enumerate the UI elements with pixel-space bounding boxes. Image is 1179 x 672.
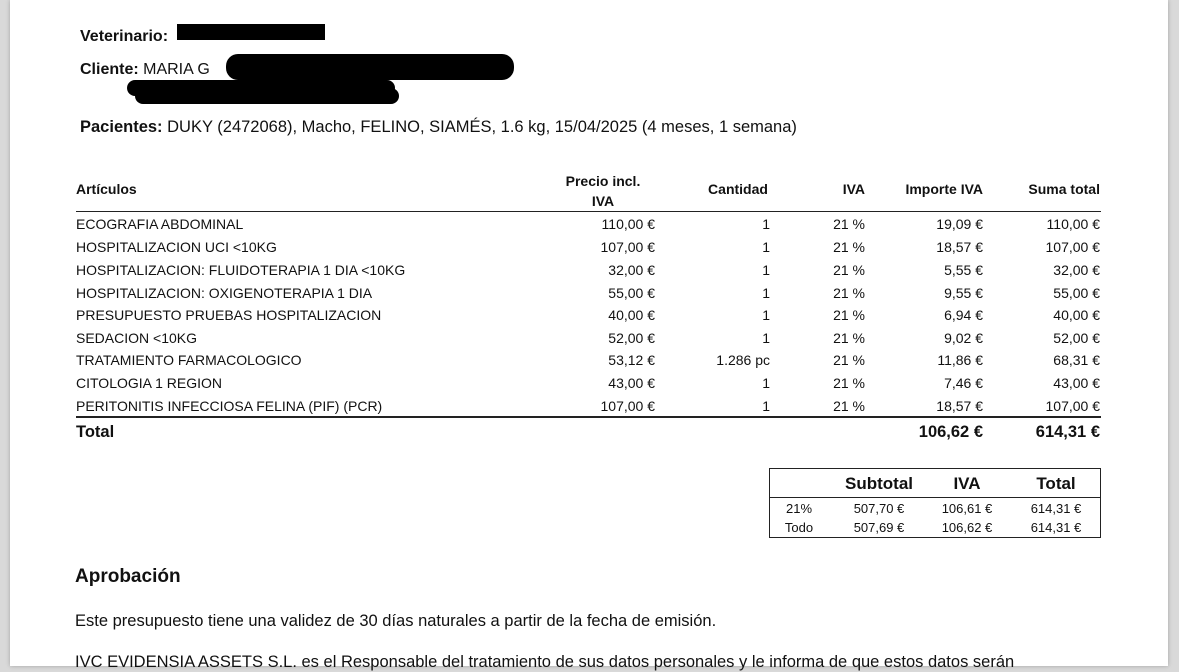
cell-articulo: SEDACION <10KG bbox=[76, 330, 197, 346]
cell-cantidad: 1 bbox=[762, 307, 770, 323]
summary-total-header: Total bbox=[1036, 474, 1076, 493]
summary-iva-header: IVA bbox=[953, 474, 981, 493]
cell-importe: 18,57 € bbox=[936, 239, 983, 255]
summary-row-total: 614,31 € bbox=[1030, 520, 1082, 535]
cell-suma: 68,31 € bbox=[1053, 352, 1100, 368]
summary-row-label: Todo bbox=[784, 520, 814, 535]
cell-cantidad: 1 bbox=[762, 262, 770, 278]
cell-suma: 52,00 € bbox=[1053, 330, 1100, 346]
total-importe-iva: 106,62 € bbox=[918, 423, 983, 441]
header-rule bbox=[76, 211, 1101, 212]
cell-suma: 107,00 € bbox=[1045, 239, 1100, 255]
cell-precio: 107,00 € bbox=[600, 239, 655, 255]
col-articulos: Artículos bbox=[76, 181, 137, 197]
cell-articulo: CITOLOGIA 1 REGION bbox=[76, 375, 223, 391]
total-rule bbox=[76, 416, 1101, 418]
cell-suma: 32,00 € bbox=[1053, 262, 1100, 278]
cell-cantidad: 1 bbox=[762, 398, 770, 414]
col-precio-line1: Precio incl. bbox=[565, 173, 641, 189]
cliente-value: MARIA G bbox=[143, 61, 210, 78]
summary-row-subtotal: 507,70 € bbox=[853, 501, 905, 516]
veterinario-label: Veterinario: bbox=[80, 28, 169, 45]
cell-importe: 11,86 € bbox=[937, 352, 983, 368]
cell-importe: 7,46 € bbox=[944, 375, 983, 391]
cell-articulo: HOSPITALIZACION UCI <10KG bbox=[76, 239, 277, 255]
summary-header-rule bbox=[769, 497, 1101, 498]
summary-row-label: 21% bbox=[785, 501, 813, 516]
cell-importe: 6,94 € bbox=[944, 307, 983, 323]
cell-cantidad: 1 bbox=[762, 216, 770, 232]
pacientes-label: Pacientes: bbox=[80, 118, 163, 136]
cell-cantidad: 1 bbox=[762, 375, 770, 391]
cell-iva: 21 % bbox=[833, 352, 865, 368]
cell-articulo: HOSPITALIZACION: FLUIDOTERAPIA 1 DIA <10KG bbox=[76, 262, 406, 278]
pacientes-value: DUKY (2472068), Macho, FELINO, SIAMÉS, 1.6 kg, 15/04/2025 (4 meses, 1 semana) bbox=[167, 118, 797, 136]
redaction-cliente-3 bbox=[135, 88, 399, 104]
cell-importe: 5,55 € bbox=[944, 262, 983, 278]
cell-suma: 55,00 € bbox=[1053, 285, 1100, 301]
cell-importe: 9,02 € bbox=[944, 330, 983, 346]
total-suma: 614,31 € bbox=[1035, 423, 1100, 441]
cell-iva: 21 % bbox=[833, 239, 865, 255]
cell-importe: 18,57 € bbox=[936, 398, 983, 414]
summary-row-subtotal: 507,69 € bbox=[853, 520, 905, 535]
cliente-label: Cliente: bbox=[80, 61, 139, 78]
summary-row-iva: 106,61 € bbox=[941, 501, 993, 516]
cell-precio: 40,00 € bbox=[608, 307, 655, 323]
col-iva: IVA bbox=[842, 181, 865, 197]
col-suma-total: Suma total bbox=[1028, 181, 1100, 197]
cell-iva: 21 % bbox=[833, 262, 865, 278]
cell-precio: 52,00 € bbox=[608, 330, 655, 346]
cell-precio: 55,00 € bbox=[608, 285, 655, 301]
col-importe-iva: Importe IVA bbox=[905, 181, 983, 197]
document-page bbox=[10, 0, 1168, 671]
cell-precio: 43,00 € bbox=[608, 375, 655, 391]
col-precio bbox=[543, 171, 663, 211]
approval-heading: Aprobación bbox=[75, 566, 181, 587]
cliente-line bbox=[80, 61, 210, 79]
cell-importe: 9,55 € bbox=[944, 285, 983, 301]
cell-precio: 110,00 € bbox=[601, 216, 655, 232]
cell-precio: 53,12 € bbox=[608, 352, 655, 368]
cell-suma: 107,00 € bbox=[1045, 398, 1100, 414]
redaction-veterinario bbox=[177, 24, 325, 40]
cell-cantidad: 1 bbox=[762, 330, 770, 346]
privacy-text: IVC EVIDENSIA ASSETS S.L. es el Responsable del tratamiento de sus datos personales y le informa de que estos datos serán bbox=[75, 653, 1015, 671]
cell-cantidad: 1.286 pc bbox=[716, 352, 770, 368]
cell-cantidad: 1 bbox=[762, 285, 770, 301]
col-precio-line2: IVA bbox=[591, 193, 615, 209]
validity-text: Este presupuesto tiene una validez de 30 días naturales a partir de la fecha de emisión. bbox=[75, 612, 717, 630]
veterinario-line bbox=[80, 28, 168, 46]
cell-iva: 21 % bbox=[833, 285, 865, 301]
summary-subtotal-header: Subtotal bbox=[845, 474, 913, 493]
cell-articulo: PERITONITIS INFECCIOSA FELINA (PIF) (PCR) bbox=[76, 398, 383, 414]
cell-precio: 107,00 € bbox=[600, 398, 655, 414]
cell-articulo: ECOGRAFIA ABDOMINAL bbox=[76, 216, 244, 232]
cell-iva: 21 % bbox=[833, 375, 865, 391]
cell-importe: 19,09 € bbox=[936, 216, 983, 232]
total-label: Total bbox=[76, 423, 115, 441]
cell-iva: 21 % bbox=[833, 330, 865, 346]
cell-articulo: PRESUPUESTO PRUEBAS HOSPITALIZACION bbox=[76, 307, 382, 323]
summary-row-iva: 106,62 € bbox=[941, 520, 993, 535]
cell-cantidad: 1 bbox=[762, 239, 770, 255]
redaction-cliente bbox=[226, 54, 514, 80]
cell-iva: 21 % bbox=[833, 216, 865, 232]
cell-articulo: HOSPITALIZACION: OXIGENOTERAPIA 1 DIA bbox=[76, 285, 373, 301]
col-cantidad: Cantidad bbox=[708, 181, 768, 197]
summary-row-total: 614,31 € bbox=[1030, 501, 1082, 516]
cell-precio: 32,00 € bbox=[608, 262, 655, 278]
cell-articulo: TRATAMIENTO FARMACOLOGICO bbox=[76, 352, 302, 368]
cell-iva: 21 % bbox=[833, 307, 865, 323]
pacientes-line bbox=[80, 118, 797, 137]
cell-suma: 43,00 € bbox=[1053, 375, 1100, 391]
cell-iva: 21 % bbox=[833, 398, 865, 414]
cell-suma: 40,00 € bbox=[1053, 307, 1100, 323]
cell-suma: 110,00 € bbox=[1046, 216, 1100, 232]
